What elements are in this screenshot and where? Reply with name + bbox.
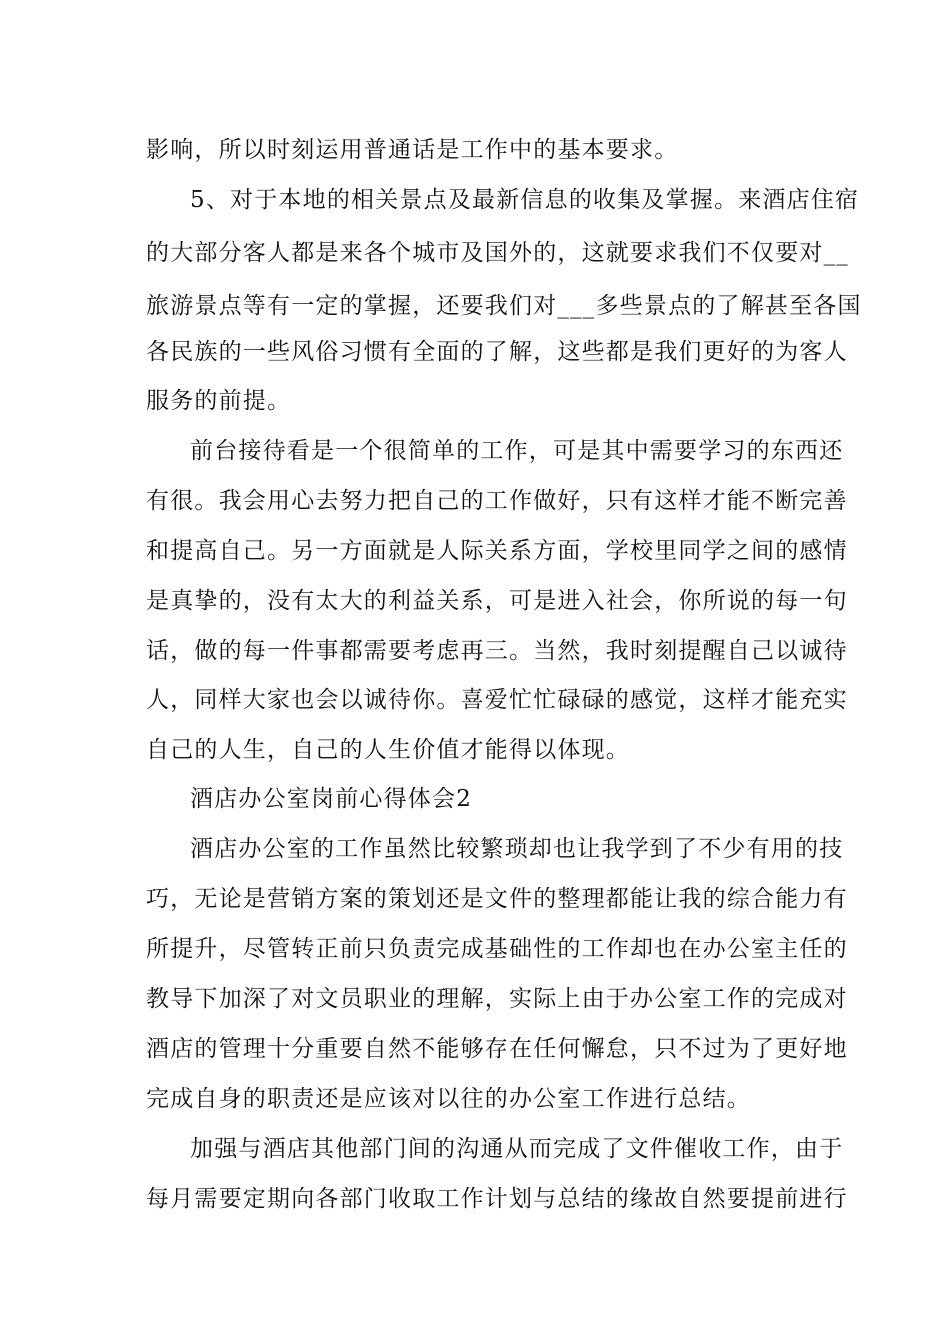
text-line: 各民族的一些风俗习惯有全面的了解，这些都是我们更好的为客人 <box>146 339 848 365</box>
text-line: 酒店的管理十分重要自然不能够存在任何懈怠，只不过为了更好地 <box>146 1036 848 1062</box>
text-line: 人，同样大家也会以诚待你。喜爱忙忙碌碌的感觉，这样才能充实 <box>146 687 848 713</box>
text-line: 是真挚的，没有太大的利益关系，可是进入社会，你所说的每一句 <box>146 588 848 614</box>
text-line: 每月需要定期向各部门收取工作计划与总结的缘故自然要提前进行 <box>146 1186 848 1212</box>
text-line: 的大部分客人都是来各个城市及国外的，这就要求我们不仅要对__ <box>146 240 849 266</box>
text-line: 自己的人生，自己的人生价值才能得以体现。 <box>146 737 630 763</box>
text-line: 所提升，尽管转正前只负责完成基础性的工作却也在办公室主任的 <box>146 936 848 962</box>
text-line: 前台接待看是一个很简单的工作，可是其中需要学习的东西还 <box>190 438 844 464</box>
text-line: 服务的前提。 <box>146 388 292 414</box>
section-heading: 酒店办公室岗前心得体会2 <box>190 786 473 812</box>
text-line: 有很。我会用心去努力把自己的工作做好，只有这样才能不断完善 <box>146 488 848 514</box>
text-line: 加强与酒店其他部门间的沟通从而完成了文件催收工作，由于 <box>190 1136 844 1162</box>
text-line: 话，做的每一件事都需要考虑再三。当然，我时刻提醒自己以诚待 <box>146 638 848 664</box>
text-line: 教导下加深了对文员职业的理解，实际上由于办公室工作的完成对 <box>146 986 848 1012</box>
text-line: 巧，无论是营销方案的策划还是文件的整理都能让我的综合能力有 <box>146 886 848 912</box>
text-line: 5、对于本地的相关景点及最新信息的收集及掌握。来酒店住宿 <box>190 187 860 213</box>
text-line: 和提高自己。另一方面就是人际关系方面，学校里同学之间的感情 <box>146 538 848 564</box>
text-line: 酒店办公室的工作虽然比较繁琐却也让我学到了不少有用的技 <box>190 836 844 862</box>
text-line: 影响，所以时刻运用普通话是工作中的基本要求。 <box>146 137 679 163</box>
text-line: 旅游景点等有一定的掌握，还要我们对___多些景点的了解甚至各国 <box>146 293 862 319</box>
text-line: 完成自身的职责还是应该对以往的办公室工作进行总结。 <box>146 1086 751 1112</box>
